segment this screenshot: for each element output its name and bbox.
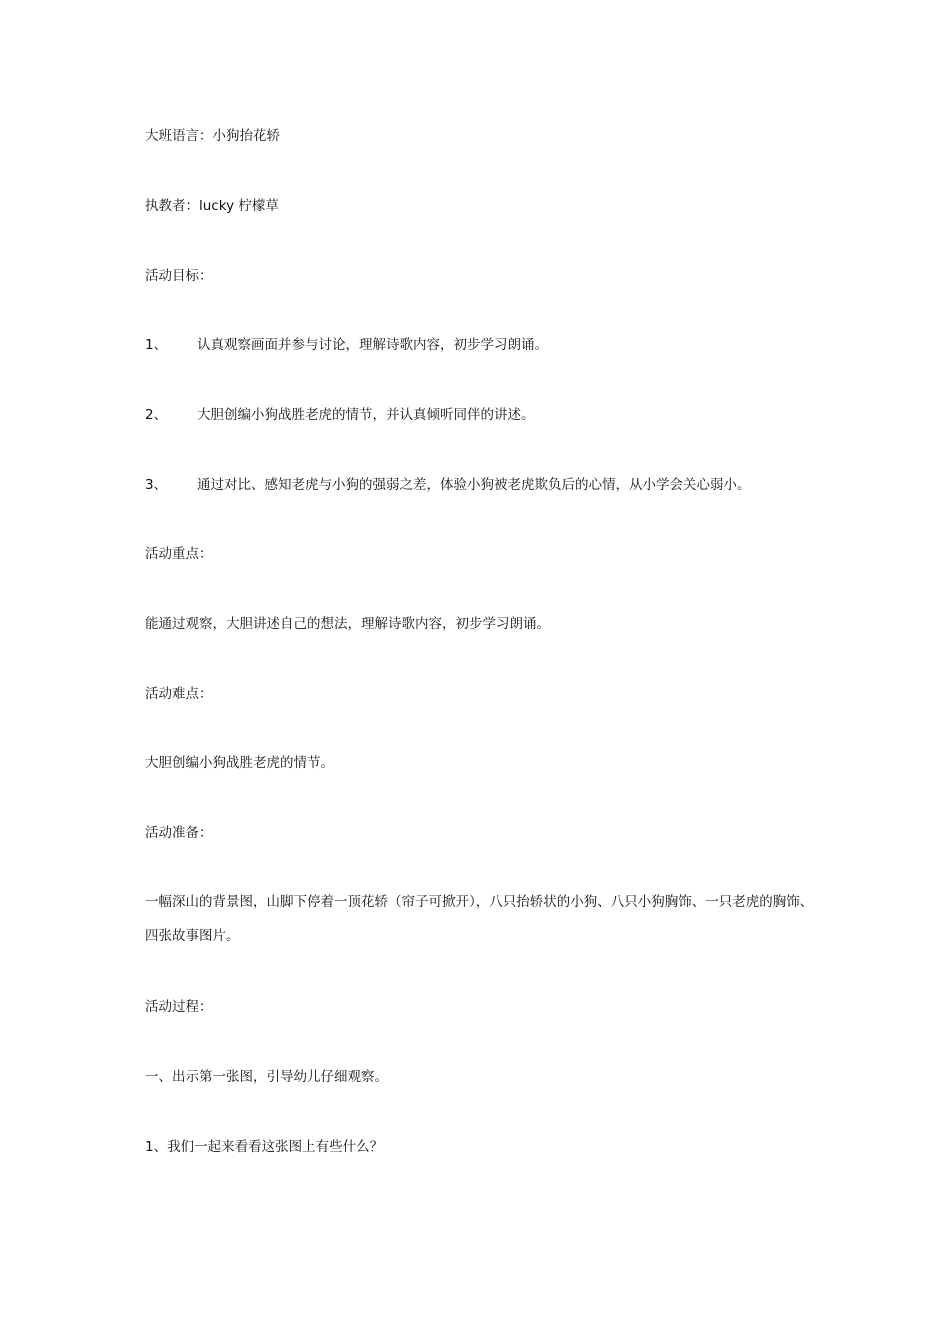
goal-text: 认真观察画面并参与讨论，理解诗歌内容，初步学习朗诵。 [197, 337, 548, 353]
goal-number: 3、 [145, 477, 168, 493]
key-text: 能通过观察，大胆讲述自己的想法，理解诗歌内容，初步学习朗诵。 [145, 616, 550, 632]
question-1 [145, 1138, 383, 1156]
teacher-line [145, 197, 279, 215]
difficulty-text: 大胆创编小狗战胜老虎的情节。 [145, 755, 334, 771]
goal-number: 2、 [145, 407, 168, 423]
question-number: 1、 [145, 1139, 168, 1155]
document-title: 大班语言：小狗抬花轿 [145, 128, 280, 144]
goal-text: 通过对比、感知老虎与小狗的强弱之差，体验小狗被老虎欺负后的心情，从小学会关心弱小。 [197, 477, 751, 493]
teacher-name: lucky [199, 198, 235, 214]
process-step-1: 一、出示第一张图，引导幼儿仔细观察。 [145, 1069, 388, 1085]
difficulty-heading: 活动难点： [145, 686, 213, 702]
question-text: 我们一起来看看这张图上有些什么？ [167, 1139, 384, 1155]
process-heading: 活动过程： [145, 999, 213, 1015]
goal-item-3 [145, 476, 751, 494]
goals-heading: 活动目标： [145, 268, 213, 284]
teacher-suffix: 柠檬草 [238, 198, 279, 214]
key-heading: 活动重点： [145, 546, 213, 562]
teacher-label: 执教者： [145, 198, 199, 214]
prep-text: 一幅深山的背景图，山脚下停着一顶花轿（帘子可掀开），八只抬轿状的小狗、八只小狗胸饰、一只老虎的胸饰、四张故事图片。 [145, 894, 814, 944]
goal-item-1 [145, 336, 548, 354]
prep-heading: 活动准备： [145, 825, 213, 841]
goal-number: 1、 [145, 337, 168, 353]
goal-text: 大胆创编小狗战胜老虎的情节，并认真倾听同伴的讲述。 [197, 407, 535, 423]
goal-item-2 [145, 406, 535, 424]
